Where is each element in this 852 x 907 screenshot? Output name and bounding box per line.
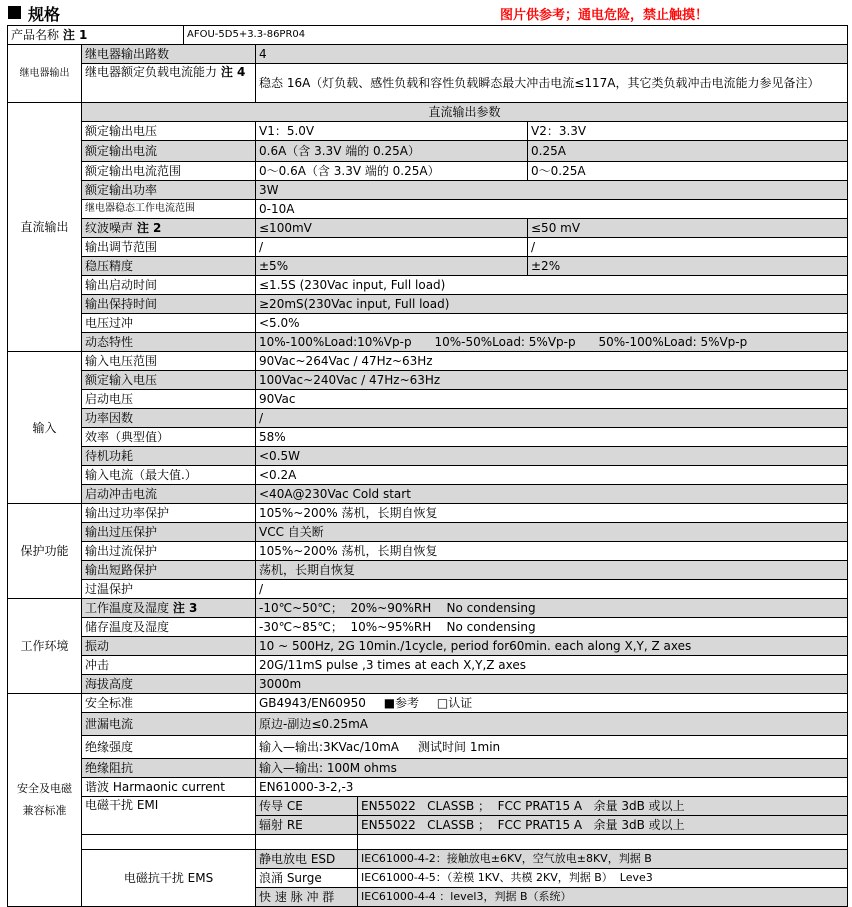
row-label: 效率（典型值） [82, 428, 256, 447]
table-row [8, 580, 848, 599]
row-value: 100Vac~240Vac / 47Hz~63Hz [256, 371, 848, 390]
row-v1: 0～0.6A（含 3.3V 端的 0.25A） [256, 162, 528, 181]
row-v1: ≤1.5S (230Vac input, Full load) [256, 276, 848, 295]
row-v2: 0～0.25A [528, 162, 848, 181]
row-value: IEC61000-4-2：接触放电±6KV，空气放电±8KV，判据 B [358, 850, 848, 869]
row-value: <0.2A [256, 466, 848, 485]
table-row [8, 314, 848, 333]
table-row [8, 64, 848, 103]
row-label: 过温保护 [82, 580, 256, 599]
header [0, 0, 852, 26]
page-title: 规格 [28, 5, 61, 24]
row-v1: V1：5.0V [256, 122, 528, 141]
row-value: -10℃~50℃； 20%~90%RH No condensing [256, 599, 848, 618]
row-value: EN61000-3-2,-3 [256, 778, 848, 797]
table-row [8, 181, 848, 200]
row-value: IEC61000-4-5：（差模 1KV、共模 2KV，判据 B） Leve3 [358, 869, 848, 888]
row-label: 储存温度及湿度 [82, 618, 256, 637]
table-row [8, 390, 848, 409]
row-label: 继电器稳态工作电流范围 [82, 200, 256, 219]
row-label: 输出启动时间 [82, 276, 256, 295]
row-value: GB4943/EN60950 [259, 696, 366, 710]
row-label: 继电器额定负载电流能力 [85, 65, 218, 79]
row-label: 额定输入电压 [82, 371, 256, 390]
row-v2: ±2% [528, 257, 848, 276]
spacer-cell [256, 835, 358, 850]
table-row [8, 618, 848, 637]
row-value: / [256, 409, 848, 428]
row-label: 输出过流保护 [82, 542, 256, 561]
table-row [8, 797, 848, 816]
table-row [8, 428, 848, 447]
row-label: 额定输出功率 [82, 181, 256, 200]
table-row [8, 295, 848, 314]
product-value: AFOU-5D5+3.3-86PR04 [184, 26, 848, 45]
row-label: 绝缘阻抗 [82, 759, 256, 778]
table-row [8, 694, 848, 713]
certification-mark: □认证 [436, 696, 473, 710]
sub-label: 传导 CE [256, 797, 358, 816]
row-label: 绝缘强度 [82, 736, 256, 759]
row-label: 额定输出电流 [82, 141, 256, 162]
sub-label: 快 速 脉 冲 群 [256, 888, 358, 907]
table-row [8, 504, 848, 523]
row-label: 泄漏电流 [82, 713, 256, 736]
category-line: 安全及电磁 [17, 782, 72, 795]
row-label: 额定输出电流范围 [82, 162, 256, 181]
category-relay: 继电器输出 [8, 45, 82, 103]
row-label-cell [82, 599, 256, 618]
spacer-cell [82, 835, 256, 850]
row-value: EN55022 CLASSB ； FCC PRAT15 A 余量 3dB 或以上 [358, 797, 848, 816]
row-label: 输入电压范围 [82, 352, 256, 371]
row-v1: ≥20mS(230Vac input, Full load) [256, 295, 848, 314]
table-row [8, 257, 848, 276]
row-label: 继电器输出路数 [82, 45, 256, 64]
table-row [8, 485, 848, 504]
row-value: 20G/11mS pulse ,3 times at each X,Y,Z axes [256, 656, 848, 675]
spec-table [7, 25, 848, 907]
table-row [8, 103, 848, 122]
table-row [8, 371, 848, 390]
row-value: 输入—输出:3KVac/10mA 测试时间 1min [256, 736, 848, 759]
row-v1: / [256, 238, 528, 257]
row-value: 10 ~ 500Hz, 2G 10min./1cycle, period for60min. each along X,Y, Z axes [256, 637, 848, 656]
row-label: 输入电流（最大值.） [82, 466, 256, 485]
row-value: 105%~200% 荡机，长期自恢复 [256, 542, 848, 561]
row-label: 海拔高度 [82, 675, 256, 694]
category-input: 输入 [8, 352, 82, 504]
row-label: 冲击 [82, 656, 256, 675]
row-value: 荡机，长期自恢复 [256, 561, 848, 580]
table-row [8, 466, 848, 485]
table-row [8, 637, 848, 656]
row-label-cell [82, 219, 256, 238]
category-protection: 保护功能 [8, 504, 82, 599]
table-row [8, 333, 848, 352]
row-v2: ≤50 mV [528, 219, 848, 238]
row-label: 工作温度及湿度 [85, 601, 170, 615]
row-value: <0.5W [256, 447, 848, 466]
note-tag: 注 2 [136, 221, 162, 235]
table-row [8, 141, 848, 162]
row-value: VCC 自关断 [256, 523, 848, 542]
table-row [8, 409, 848, 428]
row-value: 90Vac [256, 390, 848, 409]
row-label: 启动冲击电流 [82, 485, 256, 504]
row-label-cell [82, 64, 256, 103]
note-tag: 注 3 [172, 601, 198, 615]
row-value: 105%~200% 荡机，长期自恢复 [256, 504, 848, 523]
table-row [8, 835, 848, 850]
row-value: 输入—输出: 100M ohms [256, 759, 848, 778]
row-v2: 0.25A [528, 141, 848, 162]
table-row [8, 523, 848, 542]
table-row [8, 599, 848, 618]
warning-text: 图片供参考；通电危险，禁止触摸！ [500, 8, 709, 23]
row-value: -30℃~85℃； 10%~95%RH No condensing [256, 618, 848, 637]
table-row [8, 276, 848, 295]
row-value: <40A@230Vac Cold start [256, 485, 848, 504]
table-row [8, 736, 848, 759]
table-row [8, 200, 848, 219]
row-label: 电磁抗干扰 EMS [82, 850, 256, 907]
row-value: IEC61000-4-4 ：level3，判据 B（系统） [358, 888, 848, 907]
row-label: 电压过冲 [82, 314, 256, 333]
row-value: EN55022 CLASSB ； FCC PRAT15 A 余量 3dB 或以上 [358, 816, 848, 835]
table-row [8, 759, 848, 778]
row-value: 原边-副边≤0.25mA [256, 713, 848, 736]
product-label-cell [8, 26, 184, 45]
note-tag: 注 1 [62, 28, 88, 42]
row-label: 振动 [82, 637, 256, 656]
row-label: 输出短路保护 [82, 561, 256, 580]
table-row [8, 238, 848, 257]
row-label: 安全标准 [82, 694, 256, 713]
row-value-cell [256, 694, 848, 713]
category-line: 兼容标准 [22, 804, 67, 817]
category-dc: 直流输出 [8, 103, 82, 352]
row-label: 纹波噪声 [85, 221, 134, 235]
sub-label: 静电放电 ESD [256, 850, 358, 869]
reference-mark: ■参考 [383, 696, 420, 710]
row-value: 58% [256, 428, 848, 447]
bullet-square-icon [8, 6, 21, 19]
note-tag: 注 4 [220, 65, 246, 79]
row-label: 输出过压保护 [82, 523, 256, 542]
row-label: 输出过功率保护 [82, 504, 256, 523]
row-value: 3000m [256, 675, 848, 694]
row-v1: ±5% [256, 257, 528, 276]
row-v1: 3W [256, 181, 848, 200]
table-row [8, 26, 848, 45]
table-row [8, 162, 848, 181]
row-v1: 0.6A（含 3.3V 端的 0.25A） [256, 141, 528, 162]
row-value: 4 [256, 45, 848, 64]
row-v1: <5.0% [256, 314, 848, 333]
row-value: 稳态 16A（灯负载、感性负载和容性负载瞬态最大冲击电流≤117A，其它类负载冲击电流能力参见备注） [256, 64, 848, 103]
table-row [8, 850, 848, 869]
product-label: 产品名称 [11, 28, 60, 42]
row-label: 输出保持时间 [82, 295, 256, 314]
table-row [8, 352, 848, 371]
row-label: 稳压精度 [82, 257, 256, 276]
table-row [8, 561, 848, 580]
table-row [8, 122, 848, 141]
row-label: 谐波 Harmaonic current [82, 778, 256, 797]
sub-label: 辐射 RE [256, 816, 358, 835]
section-header: 直流输出参数 [82, 103, 848, 122]
row-v1: 0-10A [256, 200, 848, 219]
row-label: 额定输出电压 [82, 122, 256, 141]
table-row [8, 656, 848, 675]
row-label: 待机功耗 [82, 447, 256, 466]
row-v2: / [528, 238, 848, 257]
row-value: / [256, 580, 848, 599]
row-label: 功率因数 [82, 409, 256, 428]
spacer-cell [358, 835, 848, 850]
category-safety [8, 694, 82, 907]
table-row [8, 713, 848, 736]
row-label: 输出调节范围 [82, 238, 256, 257]
row-v1: ≤100mV [256, 219, 528, 238]
row-label: 电磁干扰 EMI [82, 797, 256, 835]
table-row [8, 447, 848, 466]
table-row [8, 45, 848, 64]
row-value: 90Vac~264Vac / 47Hz~63Hz [256, 352, 848, 371]
category-environment: 工作环境 [8, 599, 82, 694]
sub-label: 浪涌 Surge [256, 869, 358, 888]
row-v1: 10%-100%Load:10%Vp-p 10%-50%Load: 5%Vp-p 50%-100%Load: 5%Vp-p [256, 333, 848, 352]
table-row [8, 542, 848, 561]
row-label: 启动电压 [82, 390, 256, 409]
row-v2: V2：3.3V [528, 122, 848, 141]
table-row [8, 778, 848, 797]
table-row [8, 675, 848, 694]
table-row [8, 219, 848, 238]
row-label: 动态特性 [82, 333, 256, 352]
